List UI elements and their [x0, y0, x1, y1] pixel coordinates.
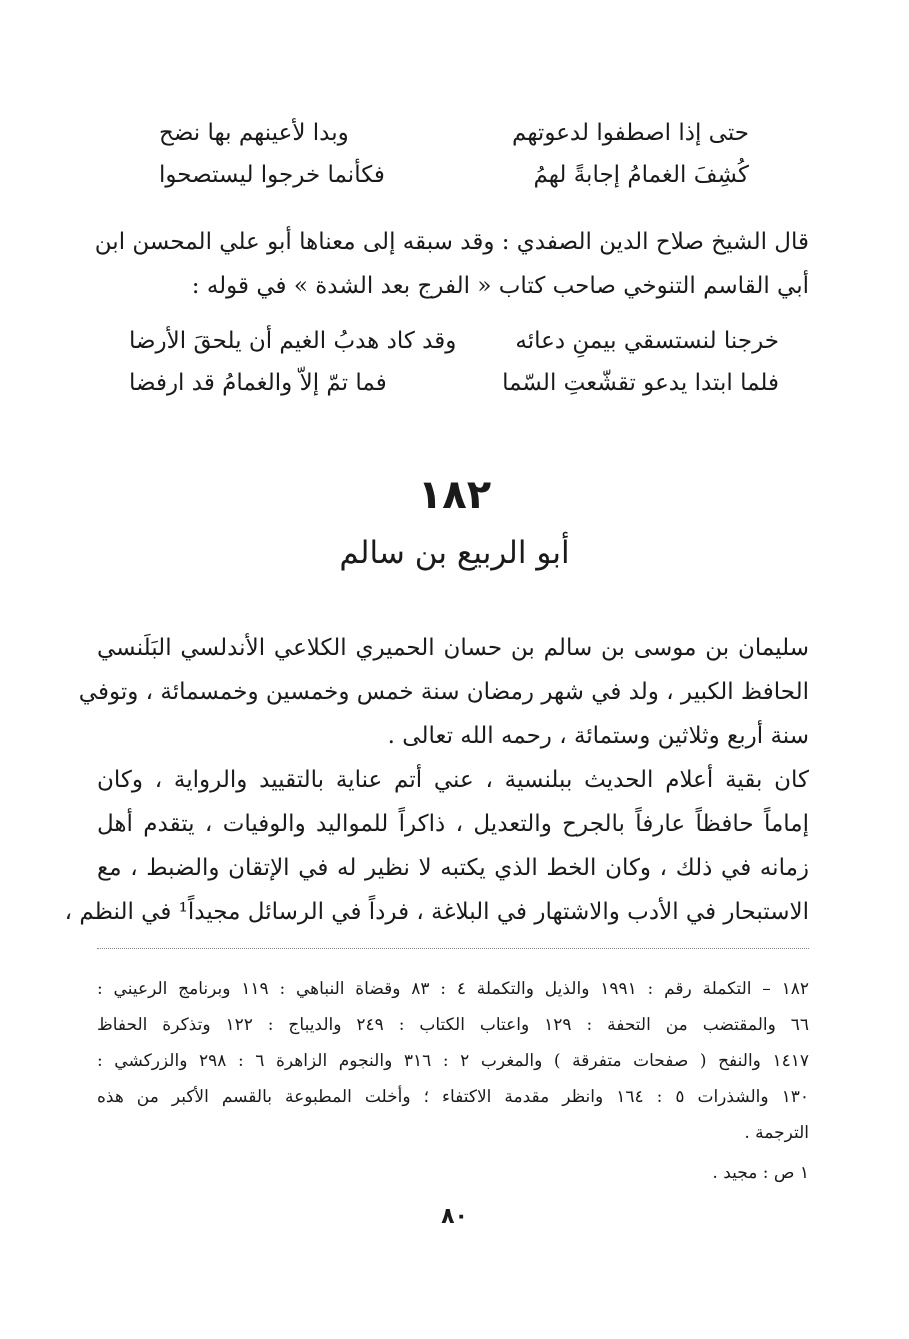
- poem1-verse-1-first-hemistich: حتى إذا اصطفوا لدعوتهم: [512, 120, 749, 146]
- poem2-verse-1-first-hemistich: خرجنا لنستسقي بيمنِ دعائه: [515, 328, 779, 354]
- footnote-line: ١٨٢ – التكملة رقم : ١٩٩١ والذيل والتكملة ٤ : ٨٣ وقضاة النباهي : ١١٩ وبرنامج الرعيني :: [97, 979, 810, 999]
- poem2-verse-2-second-hemistich: فما تمّ إلاّ والغمامُ قد ارفضا: [129, 370, 387, 396]
- footnote-line: الترجمة .: [744, 1123, 809, 1143]
- biography-line: سليمان بن موسى بن سالم بن حسان الحميري الكلاعي الأندلسي البَلَنسي: [97, 635, 809, 661]
- poem1-verse-2-first-hemistich: كُشِفَ الغمامُ إجابةً لهمُ: [533, 162, 749, 188]
- intro-line-1: قال الشيخ صلاح الدين الصفدي : وقد سبقه إلى معناها أبو علي المحسن ابن: [94, 229, 809, 255]
- poem1-verse-1-second-hemistich: وبدا لأعينهم بها نضح: [159, 120, 349, 146]
- footnote-line: ٦٦ والمقتضب من التحفة : ١٢٩ واعتاب الكتاب : ٢٤٩ والديباج : ١٢٢ وتذكرة الحفاظ: [97, 1015, 809, 1035]
- poem2-verse-1-second-hemistich: وقد كاد هدبُ الغيم أن يلحقَ الأرضا: [129, 328, 457, 354]
- footnote-separator: [97, 948, 809, 949]
- poem2-verse-2-first-hemistich: فلما ابتدا يدعو تقشّعتِ السّما: [502, 370, 779, 396]
- biography-line: سنة أربع وثلاثين وستمائة ، رحمه الله تعالى .: [387, 723, 809, 749]
- biography-line: الحافظ الكبير ، ولد في شهر رمضان سنة خمس وخمسين وخمسمائة ، وتوفي: [78, 679, 809, 705]
- poem1-verse-1: [159, 110, 749, 156]
- biography-line: الاستبحار في الأدب والاشتهار في البلاغة ، فرداً في الرسائل مجيداً¹ في النظم ،: [64, 899, 809, 925]
- biography-line: كان بقية أعلام الحديث ببلنسية ، عني أتم عناية بالتقييد والرواية ، وكان: [97, 767, 809, 793]
- page-number: ٨٠: [441, 1204, 468, 1229]
- biography-title: أبو الربيع بن سالم: [339, 535, 570, 571]
- footnote-line: ١٤١٧ والنفح ( صفحات متفرقة ) والمغرب ٢ : ٣١٦ والنجوم الزاهرة ٦ : ٢٩٨ والزركشي :: [97, 1051, 809, 1071]
- biography-number: ١٨٢: [417, 472, 492, 518]
- footnote-variant-note: ١ ص : مجيد .: [712, 1163, 809, 1183]
- poem1-verse-2-second-hemistich: فكأنما خرجوا ليستصحوا: [159, 162, 385, 188]
- footnote-line: ١٣٠ والشذرات ٥ : ١٦٤ وانظر مقدمة الاكتفاء ؛ وأخلت المطبوعة بالقسم الأكبر من هذه: [97, 1087, 809, 1107]
- intro-line-2: أبي القاسم التنوخي صاحب كتاب « الفرج بعد الشدة » في قوله :: [191, 273, 809, 299]
- poem1-verse-2: [159, 152, 749, 198]
- poem2-verse-2: [129, 360, 779, 406]
- biography-line: إماماً حافظاً عارفاً بالجرح والتعديل ، ذاكراً للمواليد والوفيات ، يتقدم أهل: [97, 811, 809, 837]
- poem2-verse-1: [129, 318, 779, 364]
- biography-line: زمانه في ذلك ، وكان الخط الذي يكتبه لا نظير له في الإتقان والضبط ، مع: [97, 855, 809, 881]
